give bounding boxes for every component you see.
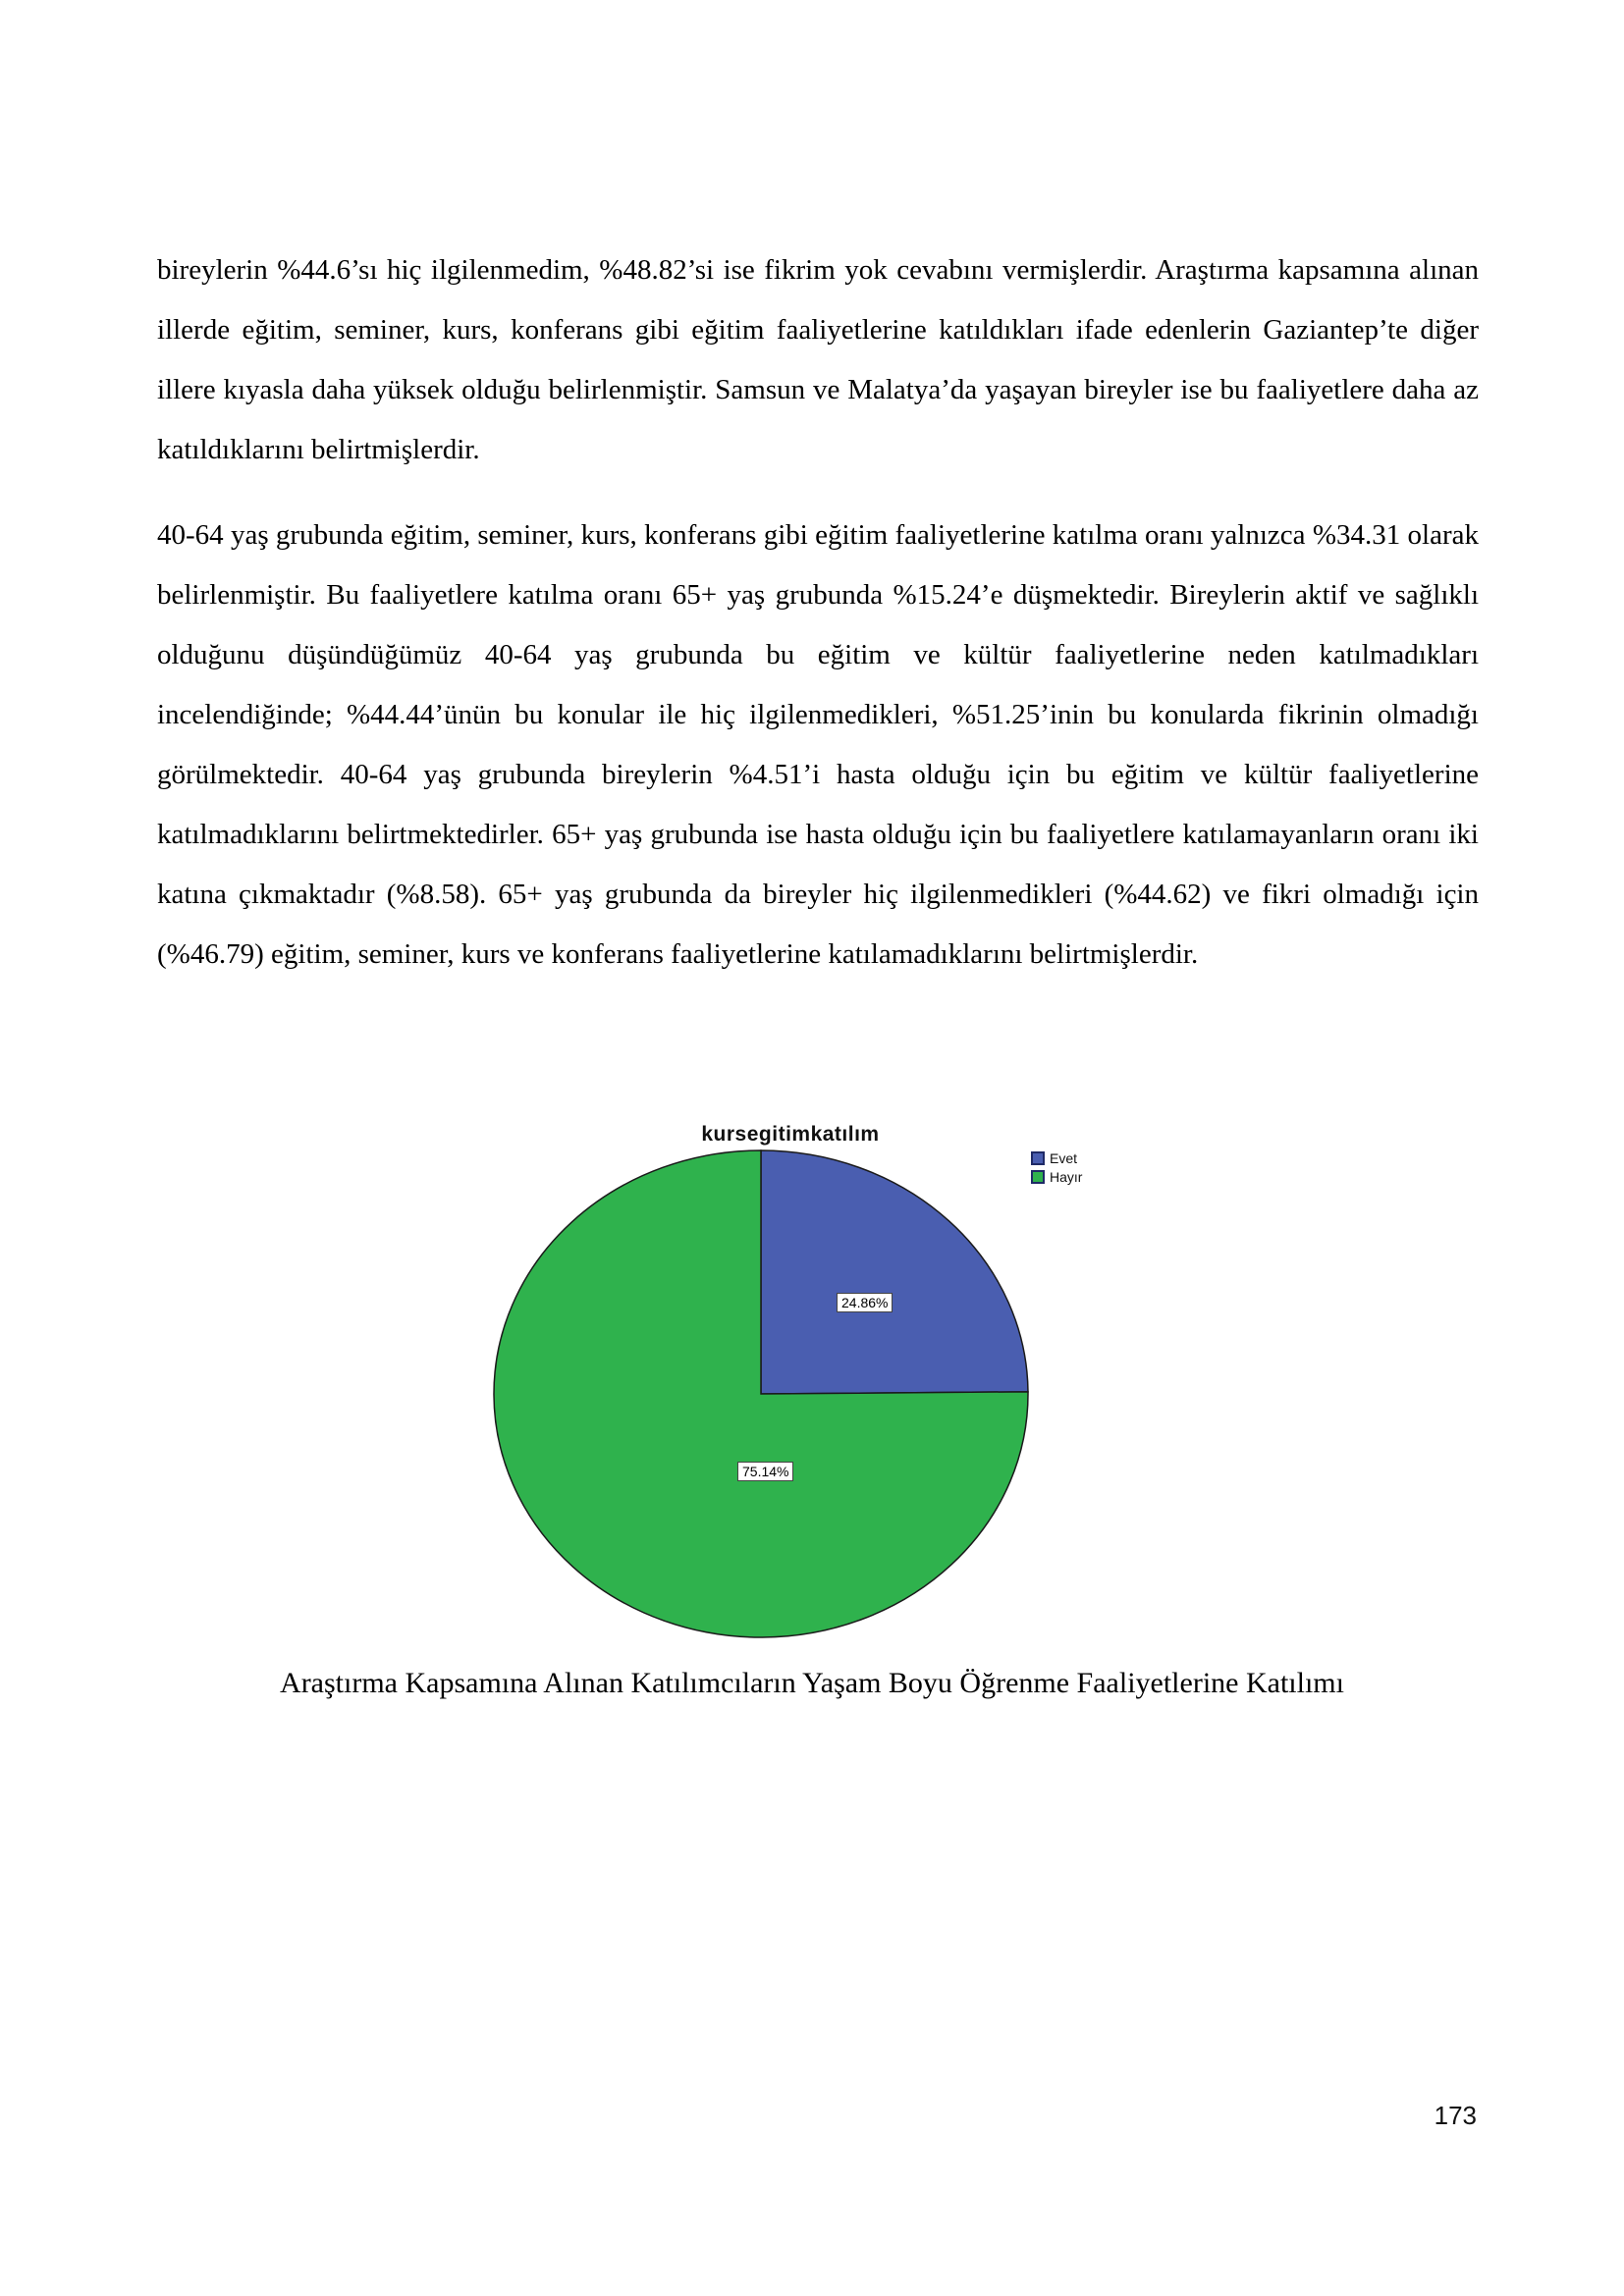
legend-label-evet: Evet [1050, 1149, 1078, 1166]
legend-item-evet [1031, 1148, 1082, 1167]
chart-legend [1031, 1148, 1082, 1186]
pie-slice-evet [761, 1150, 1028, 1394]
pie-value-label-evet: 24.86% [837, 1293, 893, 1312]
body-paragraph-1: bireylerin %44.6’sı hiç ilgilenmedim, %48.82’si ise fikrim yok cevabını vermişlerdir. Araştırma kapsamına alınan illerde eğitim, seminer, kurs, konferans gibi eğitim faaliyetlerine katıldıkları ifade edenlerin Gaziantep’te diğer illere kıyasla daha yüksek olduğu belirlenmiştir. Samsun ve Malatya’da yaşayan bireyler ise bu faaliyetlere daha az katıldıklarını belirtmişlerdir. [157, 254, 1479, 465]
body-paragraph-2: 40-64 yaş grubunda eğitim, seminer, kurs, konferans gibi eğitim faaliyetlerine katılma oranı yalnızca %34.31 olarak belirlenmiştir. Bu faaliyetlere katılma oranı 65+ yaş grubunda %15.24’e düşmektedir. Bireylerin aktif ve sağlıklı olduğunu düşündüğümüz 40-64 yaş grubunda bu eğitim ve kültür faaliyetlerine neden katılmadıkları incelendiğinde; %44.44’ünün bu konular ile hiç ilgilenmedikleri, %51.25’inin bu konularda fikrinin olmadığı görülmektedir. 40-64 yaş grubunda bireylerin %4.51’i hasta olduğu için bu eğitim ve kültür faaliyetlerine katılmadıklarını belirtmektedirler. 65+ yaş grubunda ise hasta olduğu için bu faaliyetlere katılamayanların oranı iki katına çıkmaktadır (%8.58). 65+ yaş grubunda da bireyler hiç ilgilenmedikleri (%44.62) ve fikri olmadığı için (%46.79) eğitim, seminer, kurs ve konferans faaliyetlerine katılamadıklarını belirtmişlerdir. [157, 519, 1479, 970]
pie-slices [494, 1150, 1028, 1637]
figure-caption: Araştırma Kapsamına Alınan Katılımcıların Yaşam Boyu Öğrenme Faaliyetlerine Katılımı [280, 1667, 1344, 1699]
pie-chart-canvas [422, 1139, 1129, 1688]
legend-label-hayir: Hayır [1050, 1168, 1083, 1185]
legend-item-hayir [1031, 1167, 1082, 1186]
chart-title: kursegitimkatılım [701, 1123, 880, 1146]
pie-value-label-hayir: 75.14% [737, 1462, 793, 1481]
page-number: 173 [1434, 2101, 1477, 2130]
legend-swatch-evet-icon [1031, 1151, 1045, 1165]
body-text [157, 240, 1479, 1010]
figure-pie-chart [0, 1119, 1624, 1698]
legend-swatch-hayir-icon [1031, 1170, 1045, 1184]
